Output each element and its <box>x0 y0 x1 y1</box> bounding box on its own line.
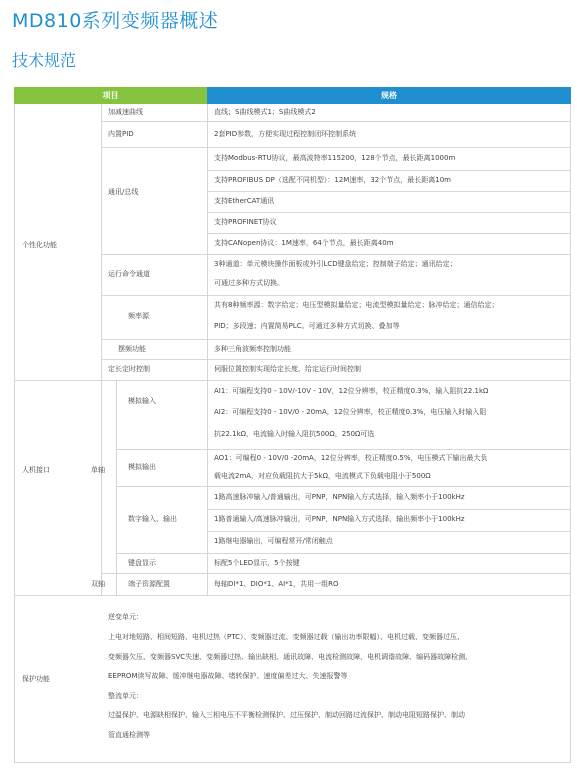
label-analog-input: 模拟输入 <box>128 397 156 405</box>
label-comm-bus: 通讯/总线 <box>108 188 139 196</box>
protect-line-3: 变频器欠压、变频器SVC失速、变频器过热、输出缺相、通讯故障、电流检测故障、电机调谐故障、编码器故障检测、 <box>108 653 473 661</box>
category-personal: 个性化功能 <box>22 241 57 249</box>
protect-line-4: EEPROM读写故障、缓冲继电器故障、堵转保护、速度偏差过大、失速报警等 <box>108 672 348 680</box>
label-swing-freq: 摆频功能 <box>118 345 146 353</box>
label-freq-source: 频率源 <box>128 312 149 320</box>
value-comm-profinet: 支持PROFINET协议 <box>214 218 277 226</box>
value-length-timing: 伺服位置控制实现给定长度、给定运行时间控制 <box>214 365 361 373</box>
value-analog-input-3: 抗22.1kΩ，电流输入时输入阻抗500Ω，250Ω可选 <box>214 430 375 438</box>
protect-line-6: 过温保护、电源缺相保护、输入三相电压不平衡检测保护、过压保护、制动回路过流保护、制动电阻短路保护、制动 <box>108 711 465 719</box>
category-protection: 保护功能 <box>22 675 50 683</box>
protect-line-5: 整流单元： <box>108 692 143 700</box>
value-run-command-1: 3种通道：单元模块操作面板或外引LCD键盘给定；控制端子给定；通讯给定； <box>214 260 457 268</box>
section-subtitle: 技术规范 <box>12 51 77 70</box>
value-analog-input-2: AI2：可编程支持0 - 10V/0 - 20mA，12位分辨率，校正精度0.3%，电压输入时输入阻 <box>214 408 487 416</box>
protect-line-2: 上电对地短路、相间短路、电机过热（PTC）、变频器过流、变频器过载（输出功率限幅）、电机过载、变频器过压、 <box>108 633 464 641</box>
label-analog-output: 模拟输出 <box>128 463 156 471</box>
label-builtin-pid: 内置PID <box>108 130 134 138</box>
category-hmi: 人机接口 <box>22 466 50 474</box>
value-digital-io-3: 1路继电器输出，可编程常开/常闭触点 <box>214 537 333 545</box>
label-accel-curve: 加减速曲线 <box>108 108 143 116</box>
value-digital-io-2: 1路普通输入/高速脉冲输出，可PNP，NPN输入方式选择，输出频率小于100kHz <box>214 515 465 523</box>
value-analog-input-1: AI1：可编程支持0 - 10V/-10V - 10V，12位分辨率，校正精度0.3%，输入阻抗22.1kΩ <box>214 387 489 395</box>
label-single-axis: 单轴 <box>91 466 105 474</box>
page-title: MD810系列变频器概述 <box>12 10 219 32</box>
value-freq-source-2: PID；多段速；内置简易PLC。可通过多种方式切换、叠加等 <box>214 322 400 330</box>
value-comm-ethercat: 支持EtherCAT通讯 <box>214 197 275 205</box>
label-keyboard-display: 键盘显示 <box>128 559 156 567</box>
label-digital-io: 数字输入、输出 <box>128 515 177 523</box>
value-run-command-2: 可通过多种方式切换。 <box>214 279 284 287</box>
value-digital-io-1: 1路高速脉冲输入/普通输出，可PNP，NPN输入方式选择，输入频率小于100kHz <box>214 493 465 501</box>
label-length-timing: 定长定时控制 <box>108 365 150 373</box>
value-swing-freq: 多种三角波频率控制功能 <box>214 345 291 353</box>
value-comm-profibus: 支持PROFIBUS DP（选配不同机型）：12M速率，32个节点，最长距离10m <box>214 176 451 184</box>
value-keyboard-display: 标配5个LED显示，5个按键 <box>214 559 300 567</box>
label-run-command: 运行命令通道 <box>108 270 150 278</box>
value-comm-canopen: 支持CANopen协议：1M速率，64个节点，最长距离40m <box>214 239 394 247</box>
value-analog-output-1: AO1：可编程0 - 10V/0 -20mA，12位分辨率，校正精度0.5%，电压模式下输出最大负 <box>214 454 488 462</box>
value-accel-curve: 直线；S曲线模式1；S曲线模式2 <box>214 108 316 116</box>
protect-line-1: 逆变单元： <box>108 613 143 621</box>
value-analog-output-2: 载电流2mA，对应负载阻抗大于5kΩ，电流模式下负载电阻小于500Ω <box>214 472 431 480</box>
label-double-axis: 双轴 <box>91 580 105 588</box>
value-terminal-resources: 每轴DI*1、DIO*1、AI*1，共用一组RO <box>214 580 339 588</box>
header-spec: 规格 <box>207 87 571 104</box>
protect-line-7: 管直通检测等 <box>108 731 150 739</box>
value-comm-modbus: 支持Modbus-RTU协议，最高波特率115200，128个节点，最长距离1000m <box>214 154 456 162</box>
header-item: 项目 <box>14 87 207 104</box>
value-builtin-pid: 2套PID参数，方便实现过程控制闭环控制系统 <box>214 130 357 138</box>
value-freq-source-1: 共有8种频率源：数字给定；电压型模拟量给定；电流型模拟量给定；脉冲给定；通信给定； <box>214 301 499 309</box>
label-terminal-resources: 端子资源配置 <box>128 580 170 588</box>
